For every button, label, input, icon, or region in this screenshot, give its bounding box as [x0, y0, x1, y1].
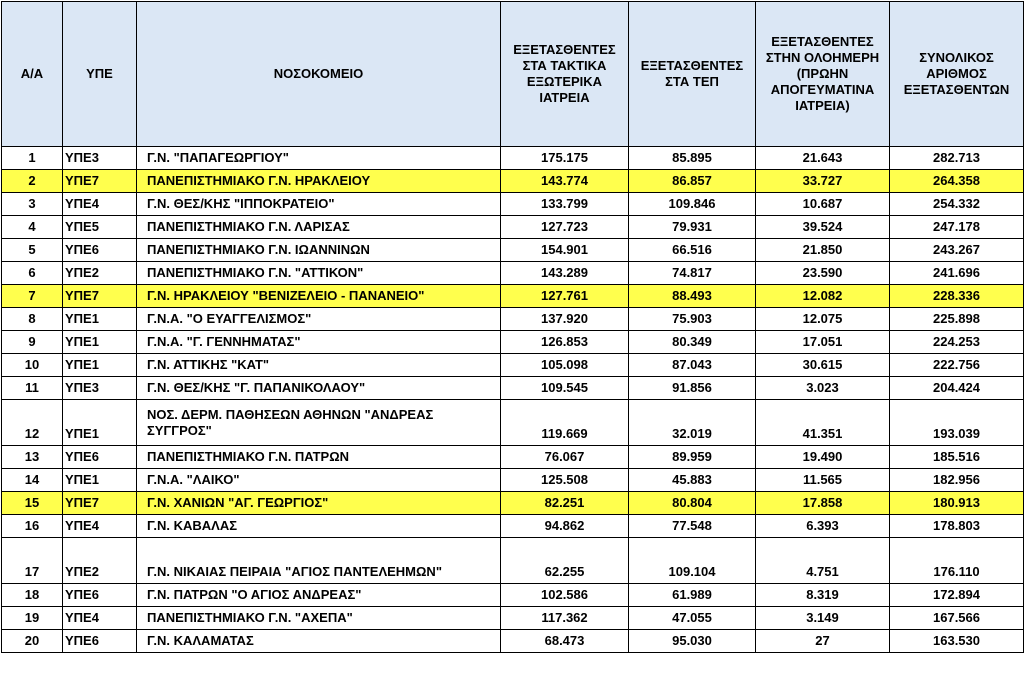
cell-hospital: Γ.Ν. ΘΕΣ/ΚΗΣ "Γ. ΠΑΠΑΝΙΚΟΛΑΟΥ" — [137, 377, 501, 400]
cell-aa: 1 — [2, 147, 63, 170]
cell-tep: 47.055 — [629, 607, 756, 630]
cell-tep: 87.043 — [629, 354, 756, 377]
cell-tep: 80.804 — [629, 492, 756, 515]
cell-ype: ΥΠΕ4 — [63, 607, 137, 630]
table-row — [2, 216, 1024, 239]
cell-hospital: Γ.Ν. "ΠΑΠΑΓΕΩΡΓΙΟΥ" — [137, 147, 501, 170]
cell-hospital: Γ.Ν. ΘΕΣ/ΚΗΣ "ΙΠΠΟΚΡΑΤΕΙΟ" — [137, 193, 501, 216]
cell-tep: 32.019 — [629, 400, 756, 446]
cell-ype: ΥΠΕ1 — [63, 469, 137, 492]
cell-total: 241.696 — [890, 262, 1024, 285]
cell-fullday: 21.850 — [756, 239, 890, 262]
cell-tep: 85.895 — [629, 147, 756, 170]
table-row — [2, 607, 1024, 630]
cell-ype: ΥΠΕ1 — [63, 400, 137, 446]
cell-hospital: Γ.Ν. ΝΙΚΑΙΑΣ ΠΕΙΡΑΙΑ "ΑΓΙΟΣ ΠΑΝΤΕΛΕΗΜΩΝ" — [137, 538, 501, 584]
cell-total: 222.756 — [890, 354, 1024, 377]
cell-outpatient: 119.669 — [501, 400, 629, 446]
header-aa: Α/Α — [2, 2, 63, 147]
cell-outpatient: 68.473 — [501, 630, 629, 653]
cell-fullday: 6.393 — [756, 515, 890, 538]
cell-aa: 17 — [2, 538, 63, 584]
cell-outpatient: 94.862 — [501, 515, 629, 538]
cell-total: 254.332 — [890, 193, 1024, 216]
header-ype: ΥΠΕ — [63, 2, 137, 147]
cell-aa: 19 — [2, 607, 63, 630]
cell-hospital: Γ.Ν. ΧΑΝΙΩΝ "ΑΓ. ΓΕΩΡΓΙΟΣ" — [137, 492, 501, 515]
cell-total: 180.913 — [890, 492, 1024, 515]
cell-outpatient: 143.774 — [501, 170, 629, 193]
cell-ype: ΥΠΕ3 — [63, 377, 137, 400]
cell-outpatient: 154.901 — [501, 239, 629, 262]
hospital-visits-table — [1, 1, 1024, 653]
cell-aa: 2 — [2, 170, 63, 193]
cell-fullday: 17.051 — [756, 331, 890, 354]
cell-total: 264.358 — [890, 170, 1024, 193]
table-row — [2, 584, 1024, 607]
cell-ype: ΥΠΕ5 — [63, 216, 137, 239]
table-row — [2, 515, 1024, 538]
cell-tep: 79.931 — [629, 216, 756, 239]
cell-fullday: 12.082 — [756, 285, 890, 308]
cell-ype: ΥΠΕ4 — [63, 193, 137, 216]
cell-total: 204.424 — [890, 377, 1024, 400]
cell-tep: 109.104 — [629, 538, 756, 584]
header-tep: ΕΞΕΤΑΣΘΕΝΤΕΣ ΣΤΑ ΤΕΠ — [629, 2, 756, 147]
cell-aa: 3 — [2, 193, 63, 216]
cell-fullday: 30.615 — [756, 354, 890, 377]
cell-total: 247.178 — [890, 216, 1024, 239]
table-row — [2, 538, 1024, 584]
cell-outpatient: 109.545 — [501, 377, 629, 400]
cell-hospital: Γ.Ν.Α. "ΛΑΙΚΟ" — [137, 469, 501, 492]
cell-total: 224.253 — [890, 331, 1024, 354]
cell-tep: 91.856 — [629, 377, 756, 400]
cell-outpatient: 133.799 — [501, 193, 629, 216]
cell-outpatient: 62.255 — [501, 538, 629, 584]
cell-fullday: 3.023 — [756, 377, 890, 400]
cell-tep: 61.989 — [629, 584, 756, 607]
table-row — [2, 308, 1024, 331]
table-row — [2, 193, 1024, 216]
cell-aa: 10 — [2, 354, 63, 377]
cell-aa: 8 — [2, 308, 63, 331]
cell-ype: ΥΠΕ7 — [63, 492, 137, 515]
cell-total: 176.110 — [890, 538, 1024, 584]
cell-ype: ΥΠΕ6 — [63, 584, 137, 607]
cell-hospital: Γ.Ν. ΑΤΤΙΚΗΣ "ΚΑΤ" — [137, 354, 501, 377]
table-row — [2, 262, 1024, 285]
cell-ype: ΥΠΕ3 — [63, 147, 137, 170]
cell-aa: 14 — [2, 469, 63, 492]
table-row — [2, 469, 1024, 492]
cell-fullday: 41.351 — [756, 400, 890, 446]
table-row — [2, 354, 1024, 377]
cell-aa: 11 — [2, 377, 63, 400]
cell-ype: ΥΠΕ2 — [63, 538, 137, 584]
cell-outpatient: 126.853 — [501, 331, 629, 354]
cell-ype: ΥΠΕ1 — [63, 308, 137, 331]
cell-total: 225.898 — [890, 308, 1024, 331]
header-fullday: ΕΞΕΤΑΣΘΕΝΤΕΣ ΣΤΗΝ ΟΛΟΗΜΕΡΗ (ΠΡΩΗΝ ΑΠΟΓΕΥΜΑΤΙΝΑ ΙΑΤΡΕΙΑ) — [756, 2, 890, 147]
cell-outpatient: 82.251 — [501, 492, 629, 515]
cell-fullday: 8.319 — [756, 584, 890, 607]
table-row — [2, 377, 1024, 400]
cell-fullday: 4.751 — [756, 538, 890, 584]
cell-ype: ΥΠΕ6 — [63, 446, 137, 469]
cell-fullday: 3.149 — [756, 607, 890, 630]
cell-hospital: ΠΑΝΕΠΙΣΤΗΜΙΑΚΟ Γ.Ν. ΗΡΑΚΛΕΙΟΥ — [137, 170, 501, 193]
cell-ype: ΥΠΕ1 — [63, 331, 137, 354]
cell-total: 243.267 — [890, 239, 1024, 262]
cell-total: 282.713 — [890, 147, 1024, 170]
cell-hospital: ΝΟΣ. ΔΕΡΜ. ΠΑΘΗΣΕΩΝ ΑΘΗΝΩΝ "ΑΝΔΡΕΑΣ ΣΥΓΓΡΟΣ" — [137, 400, 501, 446]
cell-ype: ΥΠΕ1 — [63, 354, 137, 377]
cell-outpatient: 76.067 — [501, 446, 629, 469]
table-row — [2, 239, 1024, 262]
cell-hospital: Γ.Ν. ΚΑΛΑΜΑΤΑΣ — [137, 630, 501, 653]
header-row — [2, 2, 1024, 147]
cell-total: 167.566 — [890, 607, 1024, 630]
cell-aa: 12 — [2, 400, 63, 446]
header-hospital: ΝΟΣΟΚΟΜΕΙΟ — [137, 2, 501, 147]
cell-tep: 109.846 — [629, 193, 756, 216]
cell-ype: ΥΠΕ6 — [63, 239, 137, 262]
cell-aa: 6 — [2, 262, 63, 285]
cell-aa: 18 — [2, 584, 63, 607]
cell-aa: 9 — [2, 331, 63, 354]
cell-tep: 89.959 — [629, 446, 756, 469]
cell-total: 172.894 — [890, 584, 1024, 607]
cell-tep: 80.349 — [629, 331, 756, 354]
cell-hospital: ΠΑΝΕΠΙΣΤΗΜΙΑΚΟ Γ.Ν. ΙΩΑΝΝΙΝΩΝ — [137, 239, 501, 262]
cell-ype: ΥΠΕ2 — [63, 262, 137, 285]
table-row — [2, 147, 1024, 170]
cell-outpatient: 127.761 — [501, 285, 629, 308]
cell-fullday: 21.643 — [756, 147, 890, 170]
header-outpatient: ΕΞΕΤΑΣΘΕΝΤΕΣ ΣΤΑ ΤΑΚΤΙΚΑ ΕΞΩΤΕΡΙΚΑ ΙΑΤΡΕΙΑ — [501, 2, 629, 147]
cell-tep: 77.548 — [629, 515, 756, 538]
table-row — [2, 630, 1024, 653]
cell-hospital: ΠΑΝΕΠΙΣΤΗΜΙΑΚΟ Γ.Ν. ΠΑΤΡΩΝ — [137, 446, 501, 469]
cell-hospital: Γ.Ν.Α. "Γ. ΓΕΝΝΗΜΑΤΑΣ" — [137, 331, 501, 354]
cell-tep: 86.857 — [629, 170, 756, 193]
table-row — [2, 446, 1024, 469]
cell-outpatient: 117.362 — [501, 607, 629, 630]
cell-tep: 66.516 — [629, 239, 756, 262]
cell-fullday: 23.590 — [756, 262, 890, 285]
table-row — [2, 331, 1024, 354]
cell-aa: 4 — [2, 216, 63, 239]
cell-hospital: ΠΑΝΕΠΙΣΤΗΜΙΑΚΟ Γ.Ν. "ΑΤΤΙΚΟΝ" — [137, 262, 501, 285]
cell-outpatient: 125.508 — [501, 469, 629, 492]
cell-hospital: Γ.Ν. ΠΑΤΡΩΝ "Ο ΑΓΙΟΣ ΑΝΔΡΕΑΣ" — [137, 584, 501, 607]
cell-total: 228.336 — [890, 285, 1024, 308]
cell-tep: 74.817 — [629, 262, 756, 285]
cell-aa: 5 — [2, 239, 63, 262]
cell-hospital: Γ.Ν.Α. "Ο ΕΥΑΓΓΕΛΙΣΜΟΣ" — [137, 308, 501, 331]
cell-total: 182.956 — [890, 469, 1024, 492]
cell-aa: 7 — [2, 285, 63, 308]
cell-fullday: 17.858 — [756, 492, 890, 515]
table-row — [2, 492, 1024, 515]
cell-tep: 45.883 — [629, 469, 756, 492]
cell-aa: 15 — [2, 492, 63, 515]
cell-outpatient: 137.920 — [501, 308, 629, 331]
table-row — [2, 400, 1024, 446]
cell-tep: 95.030 — [629, 630, 756, 653]
table-row — [2, 285, 1024, 308]
cell-total: 178.803 — [890, 515, 1024, 538]
table-body — [2, 147, 1024, 653]
cell-aa: 16 — [2, 515, 63, 538]
cell-total: 185.516 — [890, 446, 1024, 469]
cell-ype: ΥΠΕ4 — [63, 515, 137, 538]
cell-fullday: 39.524 — [756, 216, 890, 239]
cell-outpatient: 143.289 — [501, 262, 629, 285]
cell-aa: 20 — [2, 630, 63, 653]
cell-fullday: 19.490 — [756, 446, 890, 469]
cell-fullday: 10.687 — [756, 193, 890, 216]
cell-fullday: 11.565 — [756, 469, 890, 492]
cell-fullday: 27 — [756, 630, 890, 653]
cell-hospital: Γ.Ν. ΚΑΒΑΛΑΣ — [137, 515, 501, 538]
cell-ype: ΥΠΕ7 — [63, 285, 137, 308]
table-row — [2, 170, 1024, 193]
cell-fullday: 33.727 — [756, 170, 890, 193]
cell-total: 163.530 — [890, 630, 1024, 653]
cell-tep: 75.903 — [629, 308, 756, 331]
cell-ype: ΥΠΕ6 — [63, 630, 137, 653]
cell-hospital: ΠΑΝΕΠΙΣΤΗΜΙΑΚΟ Γ.Ν. ΛΑΡΙΣΑΣ — [137, 216, 501, 239]
cell-ype: ΥΠΕ7 — [63, 170, 137, 193]
cell-hospital: Γ.Ν. ΗΡΑΚΛΕΙΟΥ "ΒΕΝΙΖΕΛΕΙΟ - ΠΑΝΑΝΕΙΟ" — [137, 285, 501, 308]
header-total: ΣΥΝΟΛΙΚΟΣ ΑΡΙΘΜΟΣ ΕΞΕΤΑΣΘΕΝΤΩΝ — [890, 2, 1024, 147]
cell-outpatient: 105.098 — [501, 354, 629, 377]
cell-hospital: ΠΑΝΕΠΙΣΤΗΜΙΑΚΟ Γ.Ν. "ΑΧΕΠΑ" — [137, 607, 501, 630]
cell-outpatient: 127.723 — [501, 216, 629, 239]
cell-total: 193.039 — [890, 400, 1024, 446]
cell-outpatient: 102.586 — [501, 584, 629, 607]
cell-fullday: 12.075 — [756, 308, 890, 331]
cell-aa: 13 — [2, 446, 63, 469]
cell-outpatient: 175.175 — [501, 147, 629, 170]
cell-tep: 88.493 — [629, 285, 756, 308]
